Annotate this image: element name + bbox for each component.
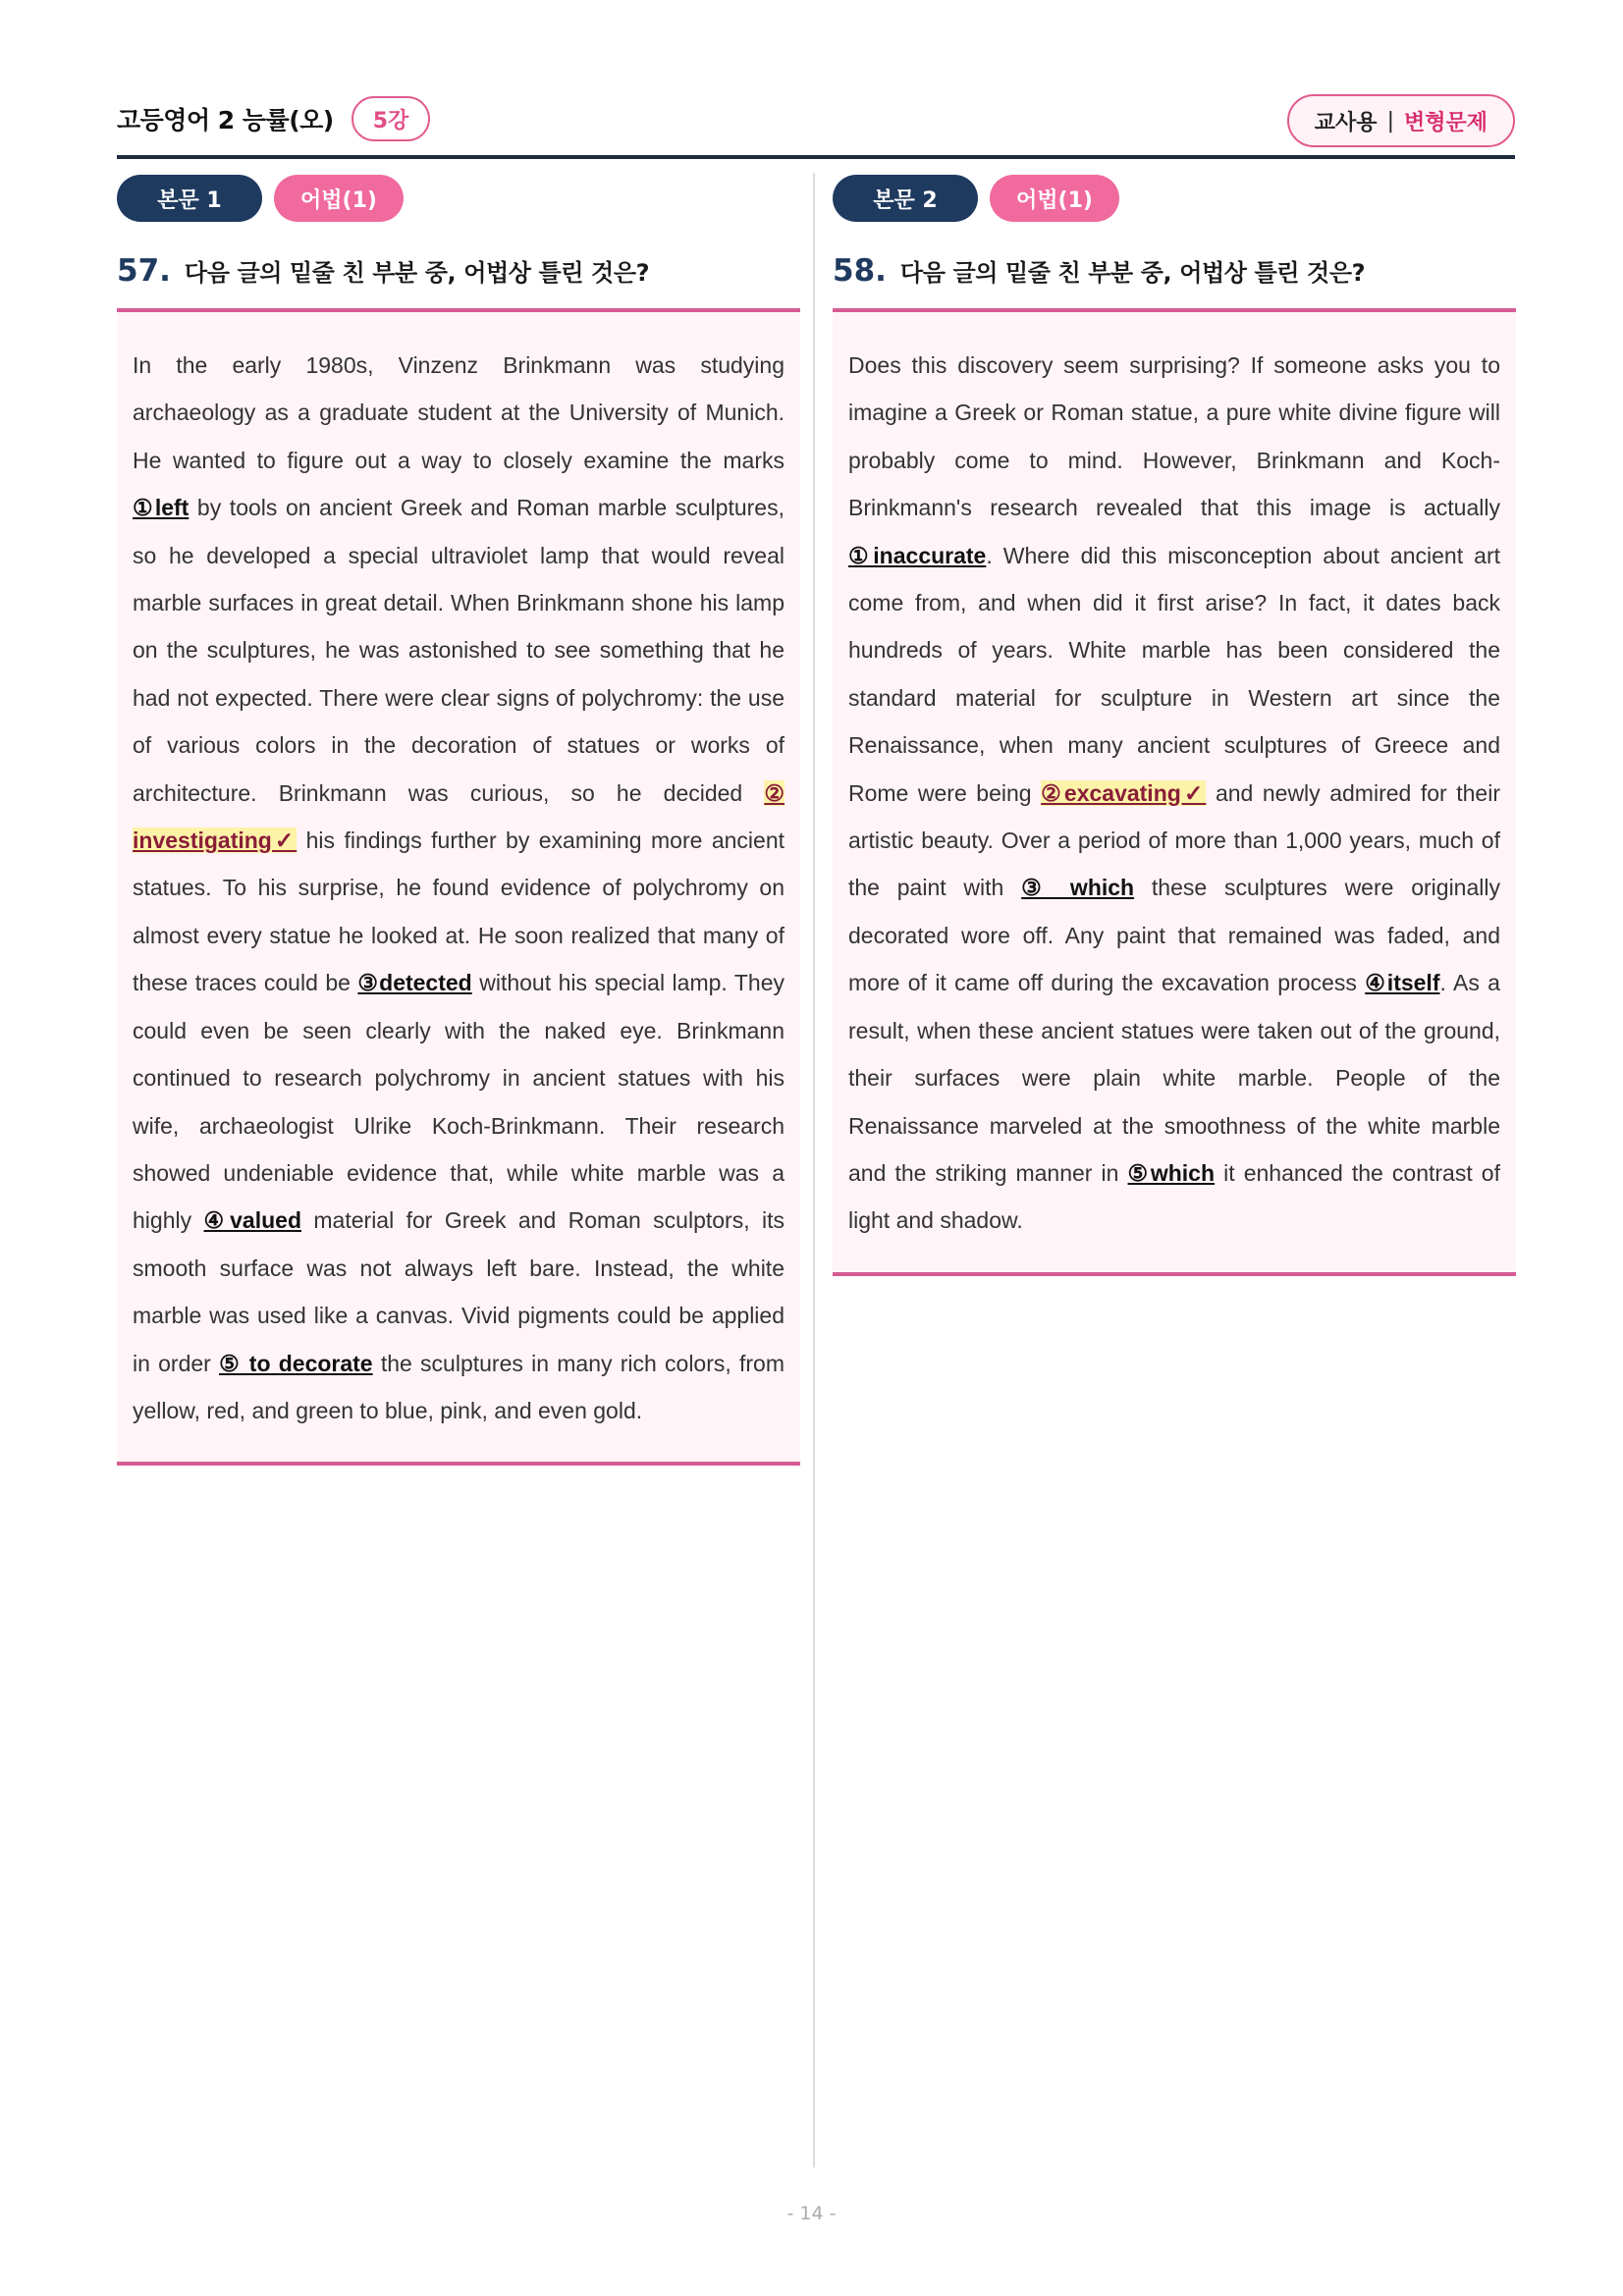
lesson-badge: 5강 <box>352 96 431 141</box>
header-left <box>117 94 430 143</box>
page-number: - 14 - <box>786 2203 837 2224</box>
passage-segment: by tools on ancient Greek and Roman marble sculptures, so he developed a special ultraviolet lamp that would reveal marble surfaces in great detail. When Brinkmann shone his lamp on the sculptures, he was astonished to see something that he had not expected. There were clear signs of polychromy: the use of various colors in the decoration of statues or works of architecture. Brinkmann was curious, so he decided <box>133 495 784 806</box>
edition-badge <box>1287 94 1515 147</box>
passage-segment: these sculptures were originally decorated wore off. Any paint that remained was faded, and more of it came off during the excavation process <box>848 875 1500 996</box>
underlined-choice: ⑤which <box>1127 1159 1216 1186</box>
answer-choice: ②excavating✓ <box>1041 779 1207 806</box>
underlined-choice: ③ which <box>1021 875 1135 901</box>
separator: | <box>1386 108 1394 133</box>
question-line <box>117 253 800 289</box>
tag-row <box>833 175 1516 222</box>
passage-segment: In the early 1980s, Vinzenz Brinkmann was studying archaeology as a graduate student at the University of Munich. He wanted to figure out a way to closely examine the marks <box>133 352 784 473</box>
underlined-choice: ①inaccurate <box>848 542 987 568</box>
column-divider <box>813 173 815 2167</box>
answer-choice: ② investigating✓ <box>133 779 784 854</box>
passage-box <box>833 308 1516 1276</box>
book-title: 고등영어 2 능률(오) <box>117 106 334 134</box>
type-tag: 어법(1) <box>274 175 404 222</box>
passage-tag: 본문 1 <box>117 175 262 222</box>
question-column-57 <box>117 175 800 1466</box>
passage-segment: the sculptures in many rich colors, from yellow, red, and green to blue, pink, and even gold. <box>133 1350 785 1423</box>
underlined-choice: ⑤ to decorate <box>219 1350 373 1376</box>
underlined-choice: ④valued <box>203 1207 301 1234</box>
question-text: 다음 글의 밑줄 친 부분 중, 어법상 틀린 것은? <box>184 259 650 287</box>
passage-segment: without his special lamp. They could even be seen clearly with the naked eye. Brinkmann continued to research polychromy in ancient statues with his wife, archaeologist Ulrike Koch-Brinkmann. Their research showed undeniable evidence that, while white marble was a highly <box>133 970 785 1234</box>
underlined-choice: ①left <box>133 495 189 521</box>
passage-segment: material for Greek and Roman sculptors, its smooth surface was not always left bare. Instead, the white marble was used like a canvas. Vivid pigments could be applied in order <box>133 1207 785 1376</box>
passage-segment: it enhanced the contrast of light and shadow. <box>848 1159 1500 1234</box>
question-number: 58. <box>833 253 887 289</box>
question-text: 다음 글의 밑줄 친 부분 중, 어법상 틀린 것은? <box>899 259 1366 287</box>
passage-text <box>848 342 1500 1245</box>
passage-text <box>133 342 784 1434</box>
question-line <box>833 253 1516 289</box>
header-rule <box>117 155 1515 159</box>
question-number: 57. <box>117 253 171 289</box>
underlined-choice: ③detected <box>357 970 472 996</box>
passage-segment: Does this discovery seem surprising? If someone asks you to imagine a Greek or Roman statue, a pure white divine figure will probably come to mind. However, Brinkmann and Koch-Brinkmann's research revealed that this image is actually <box>848 352 1500 521</box>
underlined-choice: ④itself <box>1365 970 1440 996</box>
passage-segment: . As a result, when these ancient statues were taken out of the ground, their surfaces were plain white marble. People of the Renaissance marveled at the smoothness of the white marble and the striking manner in <box>848 970 1500 1186</box>
type-label: 변형문제 <box>1403 110 1488 135</box>
passage-box <box>117 308 800 1466</box>
tag-row <box>117 175 800 222</box>
question-column-58 <box>833 175 1516 1276</box>
passage-segment: . Where did this misconception about ancient art come from, and when did it first arise? In fact, it dates back hundreds of years. White marble has been considered the standard material for sculpture in Western art since the Renaissance, when many ancient sculptures of Greece and Rome were being <box>848 542 1500 806</box>
passage-segment: and newly admired for their artistic beauty. Over a period of more than 1,000 years, much of the paint with <box>848 779 1500 901</box>
passage-segment: his findings further by examining more ancient statues. To his surprise, he found evidence of polychromy on almost every statue he looked at. He soon realized that many of these traces could be <box>133 828 785 996</box>
type-tag: 어법(1) <box>990 175 1119 222</box>
teacher-label: 교사용 <box>1314 110 1378 135</box>
passage-tag: 본문 2 <box>833 175 978 222</box>
page-header <box>117 94 1515 155</box>
